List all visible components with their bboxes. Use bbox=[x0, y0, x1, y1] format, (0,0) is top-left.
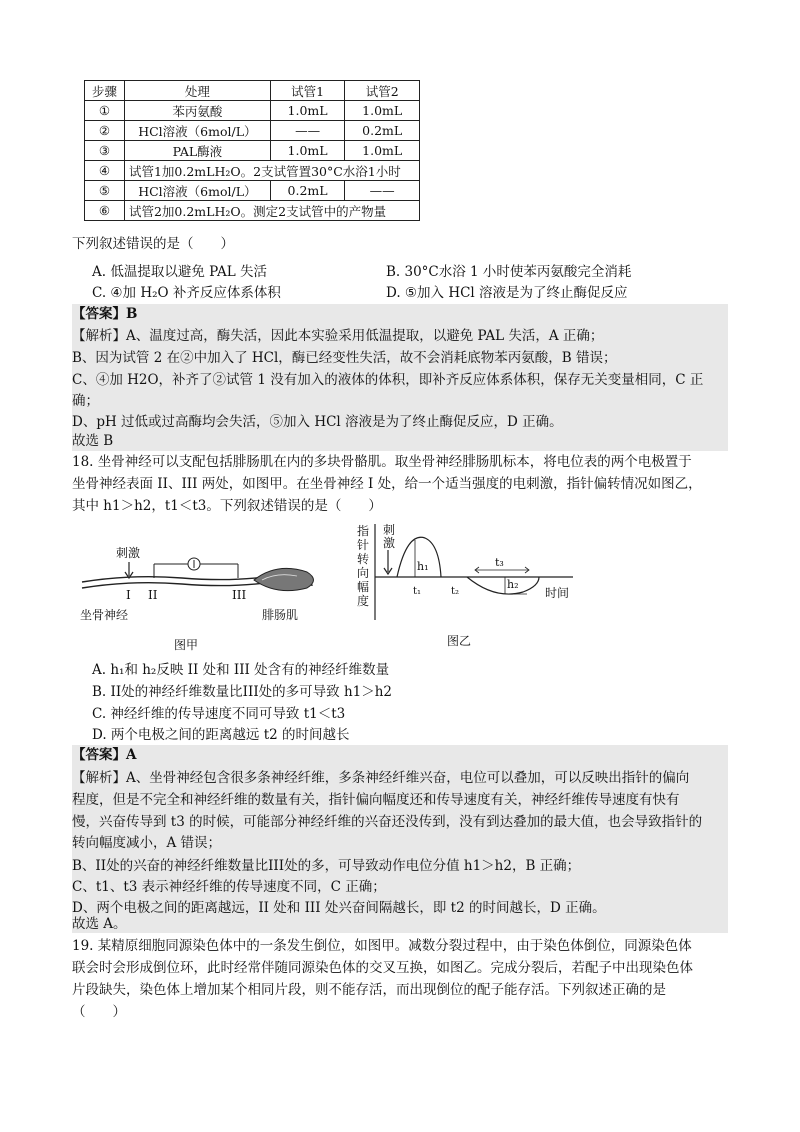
option-b: B. II处的神经纤维数量比III处的多可导致 h1＞h2 bbox=[92, 684, 393, 700]
procedure-table bbox=[84, 80, 420, 221]
muscle-label: 腓肠肌 bbox=[262, 608, 299, 622]
analysis-line: C、④加 H2O，补齐了②试管 1 没有加入的液体的体积，即补齐反应体系体积，保存无关变量相同，C 正 bbox=[72, 372, 704, 388]
table-header-cell: 试管1 bbox=[270, 81, 345, 101]
analysis-line: C、t1、t3 表示神经纤维的传导速度不同，C 正确； bbox=[72, 879, 386, 895]
tube1-cell: 1.0mL bbox=[270, 141, 345, 161]
table-row bbox=[85, 141, 420, 161]
tube2-cell: 0.2mL bbox=[345, 121, 420, 141]
figure-caption: 图甲 bbox=[174, 638, 199, 652]
table-header-row bbox=[85, 81, 420, 101]
analysis-line: 故选 A。 bbox=[72, 916, 127, 932]
table-row bbox=[85, 201, 420, 221]
treatment-cell: HCl溶液（6mol/L） bbox=[124, 181, 270, 201]
nerve-label: 坐骨神经 bbox=[80, 608, 129, 622]
analysis-line: B、II处的兴奋的神经纤维数量比III处的多，可导致动作电位分值 h1＞h2，B 正确； bbox=[72, 858, 581, 874]
step-cell: ④ bbox=[85, 161, 125, 181]
table-row bbox=[85, 161, 420, 181]
option-a: A. h₁和 h₂反映 II 处和 III 处含有的神经纤维数量 bbox=[92, 662, 390, 678]
analysis-line: 程度，但是不完全和神经纤维的数量有关，指针偏向幅度还和传导速度有关，神经纤维传导速度有快有 bbox=[72, 792, 680, 808]
tube1-cell: 0.2mL bbox=[270, 181, 345, 201]
site-label: III bbox=[232, 588, 247, 602]
question-stem: 其中 h1＞h2，t1＜t3。下列叙述错误的是（ ） bbox=[72, 498, 382, 514]
option-c: C. 神经纤维的传导速度不同可导致 t1＜t3 bbox=[92, 706, 346, 722]
question-stem: 坐骨神经表面 II、III 两处，如图甲。在坐骨神经 I 处，给一个适当强度的电刺激，指针偏转情况如图乙， bbox=[72, 476, 702, 492]
figure-b bbox=[355, 522, 585, 652]
analysis-line: 确； bbox=[72, 393, 99, 409]
step-cell: ② bbox=[85, 121, 125, 141]
question-stem: 片段缺失，染色体上增加某个相同片段，则不能存活，而出现倒位的配子能存活。下列叙述正确的是 bbox=[72, 982, 666, 998]
step-cell: ⑥ bbox=[85, 201, 125, 221]
t3-label: t₃ bbox=[495, 556, 504, 569]
analysis-line: 慢，兴奋传导到 t3 的时候，可能部分神经纤维的兴奋还没传到，没有到达叠加的最大值，也会导致指针的 bbox=[72, 814, 703, 830]
table-header-cell: 处理 bbox=[124, 81, 270, 101]
analysis-line: D、pH 过低或过高酶均会失活，⑤加入 HCl 溶液是为了终止酶促反应，D 正确。 bbox=[72, 414, 563, 430]
site-label: II bbox=[148, 588, 158, 602]
t1-label: t₁ bbox=[413, 586, 422, 597]
tube2-cell: —— bbox=[345, 181, 420, 201]
site-label: I bbox=[126, 588, 131, 602]
treatment-cell: HCl溶液（6mol/L） bbox=[124, 121, 270, 141]
y-axis-label: 指针转向幅度 bbox=[357, 524, 370, 608]
question-stem: 19. 某精原细胞同源染色体中的一条发生倒位，如图甲。减数分裂过程中，由于染色体倒位，同源染色体 bbox=[72, 938, 692, 954]
analysis-line: 转向幅度减小，A 错误； bbox=[72, 835, 222, 851]
treatment-cell: 苯丙氨酸 bbox=[124, 101, 270, 121]
step-cell: ⑤ bbox=[85, 181, 125, 201]
option-d: D. 两个电极之间的距离越远 t2 的时间越长 bbox=[92, 727, 350, 743]
option-d: D. ⑤加入 HCl 溶液是为了终止酶促反应 bbox=[386, 285, 628, 301]
table-row bbox=[85, 121, 420, 141]
analysis-line: 【解析】A、坐骨神经包含很多条神经纤维，多条神经纤维兴奋，电位可以叠加，可以反映出指针的偏向 bbox=[72, 770, 690, 786]
question-stem: （ ） bbox=[72, 1004, 126, 1020]
option-c: C. ④加 H₂O 补齐反应体系体积 bbox=[92, 285, 281, 301]
nerve-muscle-diagram bbox=[72, 530, 332, 655]
question-stem: 联会时会形成倒位环，此时经常伴随同源染色体的交叉互换，如图乙。完成分裂后，若配子中出现染色体 bbox=[72, 960, 693, 976]
merged-cell: 试管1加0.2mLH₂O。2支试管置30°C水浴1小时 bbox=[124, 161, 419, 181]
h1-label: h₁ bbox=[417, 560, 429, 573]
stimulus-label: 刺激 bbox=[383, 523, 396, 550]
merged-cell: 试管2加0.2mLH₂O。测定2支试管中的产物量 bbox=[124, 201, 419, 221]
figure-caption: 图乙 bbox=[447, 634, 472, 648]
table-row bbox=[85, 101, 420, 121]
question-stem: 下列叙述错误的是（ ） bbox=[72, 236, 234, 252]
step-cell: ③ bbox=[85, 141, 125, 161]
answer-line: 【答案】B bbox=[72, 306, 138, 322]
h2-label: h₂ bbox=[507, 578, 519, 591]
answer-line: 【答案】A bbox=[72, 747, 137, 763]
option-a: A. 低温提取以避免 PAL 失活 bbox=[92, 264, 267, 280]
tube1-cell: —— bbox=[270, 121, 345, 141]
option-b: B. 30°C水浴 1 小时使苯丙氨酸完全消耗 bbox=[386, 264, 632, 280]
tube2-cell: 1.0mL bbox=[345, 101, 420, 121]
table-header-cell: 试管2 bbox=[345, 81, 420, 101]
t2-label: t₂ bbox=[451, 586, 460, 597]
analysis-line: 【解析】A、温度过高，酶失活，因此本实验采用低温提取，以避免 PAL 失活，A 正确； bbox=[72, 328, 604, 344]
analysis-line: D、两个电极之间的距离越远，II 处和 III 处兴奋间隔越长，即 t2 的时间越长，D 正确。 bbox=[72, 900, 606, 916]
analysis-line: B、因为试管 2 在②中加入了 HCl，酶已经变性失活，故不会消耗底物苯丙氨酸，B 错误； bbox=[72, 350, 617, 366]
figure-a bbox=[72, 530, 332, 655]
stimulus-label: 刺激 bbox=[116, 546, 141, 560]
tube2-cell: 1.0mL bbox=[345, 141, 420, 161]
time-label: 时间 bbox=[545, 586, 570, 600]
analysis-line: 故选 B bbox=[72, 433, 114, 449]
question-stem: 18. 坐骨神经可以支配包括腓肠肌在内的多块骨骼肌。取坐骨神经腓肠肌标本，将电位表的两个电极置于 bbox=[72, 454, 692, 470]
tube1-cell: 1.0mL bbox=[270, 101, 345, 121]
table-row bbox=[85, 181, 420, 201]
step-cell: ① bbox=[85, 101, 125, 121]
table-header-cell: 步骤 bbox=[85, 81, 125, 101]
treatment-cell: PAL酶液 bbox=[124, 141, 270, 161]
